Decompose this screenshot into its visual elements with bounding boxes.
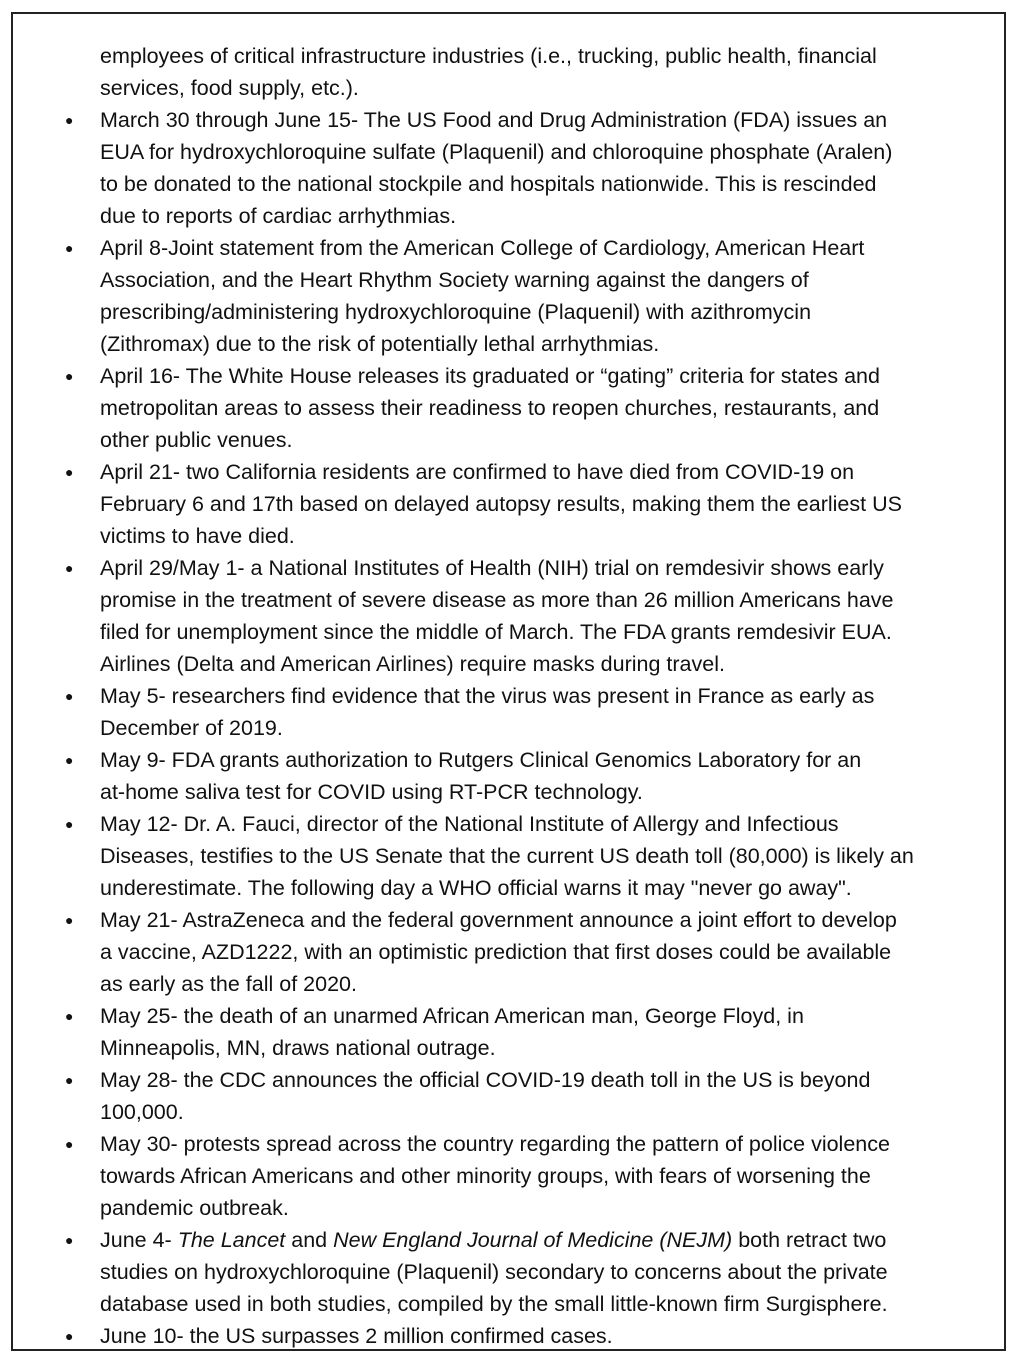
italic-title: The Lancet xyxy=(177,1228,286,1252)
bullet-icon: ● xyxy=(65,816,74,832)
item-text-line: April 16- The White House releases its graduated or “gating” criteria for states and xyxy=(100,364,880,388)
item-text-line: May 9- FDA grants authorization to Rutgers Clinical Genomics Laboratory for an xyxy=(100,748,862,772)
item-text-line: June 10- the US surpasses 2 million confirmed cases. xyxy=(100,1324,613,1348)
item-text-line: to be donated to the national stockpile and hospitals nationwide. This is rescinded xyxy=(100,172,877,196)
list-item xyxy=(13,1000,1004,1064)
text-segment: both retract two xyxy=(732,1228,887,1252)
bullet-icon: ● xyxy=(65,1328,74,1344)
item-text-line: underestimate. The following day a WHO official warns it may "never go away". xyxy=(100,876,852,900)
list-item xyxy=(13,552,1004,680)
item-text-line: Diseases, testifies to the US Senate that the current US death toll (80,000) is likely an xyxy=(100,844,914,868)
list-item xyxy=(13,456,1004,552)
list-item xyxy=(13,808,1004,904)
list-item xyxy=(13,232,1004,360)
list-item xyxy=(13,1064,1004,1128)
item-text-line: May 21- AstraZeneca and the federal government announce a joint effort to develop xyxy=(100,908,897,932)
bullet-icon: ● xyxy=(65,1072,74,1088)
list-item xyxy=(13,744,1004,808)
bullet-icon: ● xyxy=(65,464,74,480)
item-text-line: April 29/May 1- a National Institutes of Health (NIH) trial on remdesivir shows early xyxy=(100,556,884,580)
list-item xyxy=(13,360,1004,456)
item-text-line: EUA for hydroxychloroquine sulfate (Plaquenil) and chloroquine phosphate (Aralen) xyxy=(100,140,893,164)
item-text-line: April 8-Joint statement from the American College of Cardiology, American Heart xyxy=(100,236,865,260)
item-text-line: other public venues. xyxy=(100,428,293,452)
list-item xyxy=(13,680,1004,744)
item-text-line: due to reports of cardiac arrhythmias. xyxy=(100,204,457,228)
item-text-line: March 30 through June 15- The US Food and Drug Administration (FDA) issues an xyxy=(100,108,888,132)
italic-title: New England Journal of Medicine (NEJM) xyxy=(333,1228,733,1252)
item-text-line: studies on hydroxychloroquine (Plaquenil) secondary to concerns about the private xyxy=(100,1260,888,1284)
list-item xyxy=(13,1224,1004,1320)
bullet-icon: ● xyxy=(65,1232,74,1248)
item-text-line: May 28- the CDC announces the official COVID-19 death toll in the US is beyond xyxy=(100,1068,871,1092)
list-item xyxy=(13,104,1004,232)
list-item xyxy=(13,40,1004,104)
item-text-line: prescribing/administering hydroxychloroquine (Plaquenil) with azithromycin xyxy=(100,300,812,324)
item-text-line: victims to have died. xyxy=(100,524,295,548)
item-text-line: filed for unemployment since the middle of March. The FDA grants remdesivir EUA. xyxy=(100,620,892,644)
list-item xyxy=(13,904,1004,1000)
item-text-line: February 6 and 17th based on delayed autopsy results, making them the earliest US xyxy=(100,492,902,516)
item-text-line: Airlines (Delta and American Airlines) require masks during travel. xyxy=(100,652,725,676)
item-text-line: Association, and the Heart Rhythm Society warning against the dangers of xyxy=(100,268,809,292)
item-text-line: May 12- Dr. A. Fauci, director of the National Institute of Allergy and Infectious xyxy=(100,812,839,836)
item-text-line: metropolitan areas to assess their readiness to reopen churches, restaurants, and xyxy=(100,396,880,420)
text-segment: June 4- xyxy=(100,1228,178,1252)
bullet-icon: ● xyxy=(65,560,74,576)
bullet-icon: ● xyxy=(65,112,74,128)
bullet-icon: ● xyxy=(65,912,74,928)
item-text-line: May 25- the death of an unarmed African American man, George Floyd, in xyxy=(100,1004,804,1028)
item-text-line: at-home saliva test for COVID using RT-PCR technology. xyxy=(100,780,643,804)
item-text-line: December of 2019. xyxy=(100,716,283,740)
bullet-icon: ● xyxy=(65,688,74,704)
item-text-line: pandemic outbreak. xyxy=(100,1196,289,1220)
item-text-line: (Zithromax) due to the risk of potentially lethal arrhythmias. xyxy=(100,332,660,356)
list-item xyxy=(13,1128,1004,1224)
item-text-line: May 5- researchers find evidence that the virus was present in France as early as xyxy=(100,684,875,708)
bullet-icon: ● xyxy=(65,1008,74,1024)
bullet-icon: ● xyxy=(65,752,74,768)
document-frame xyxy=(11,12,1006,1351)
item-text-line: Minneapolis, MN, draws national outrage. xyxy=(100,1036,496,1060)
timeline-list xyxy=(13,40,1004,1352)
list-item xyxy=(13,1320,1004,1352)
item-text-line: database used in both studies, compiled by the small little-known firm Surgisphere. xyxy=(100,1292,888,1316)
item-text-line: employees of critical infrastructure industries (i.e., trucking, public health, financial xyxy=(100,44,877,68)
item-text-line: as early as the fall of 2020. xyxy=(100,972,357,996)
item-text-line: April 21- two California residents are confirmed to have died from COVID-19 on xyxy=(100,460,855,484)
item-text-line: May 30- protests spread across the country regarding the pattern of police violence xyxy=(100,1132,890,1156)
item-text-line: a vaccine, AZD1222, with an optimistic prediction that first doses could be available xyxy=(100,940,892,964)
item-text-line xyxy=(100,1224,1004,1256)
text-segment: and xyxy=(285,1228,334,1252)
item-text-line: 100,000. xyxy=(100,1100,184,1124)
bullet-icon: ● xyxy=(65,368,74,384)
item-text-line: promise in the treatment of severe disease as more than 26 million Americans have xyxy=(100,588,894,612)
bullet-icon: ● xyxy=(65,1136,74,1152)
item-text-line: services, food supply, etc.). xyxy=(100,76,359,100)
bullet-icon: ● xyxy=(65,240,74,256)
item-text-line: towards African Americans and other minority groups, with fears of worsening the xyxy=(100,1164,871,1188)
